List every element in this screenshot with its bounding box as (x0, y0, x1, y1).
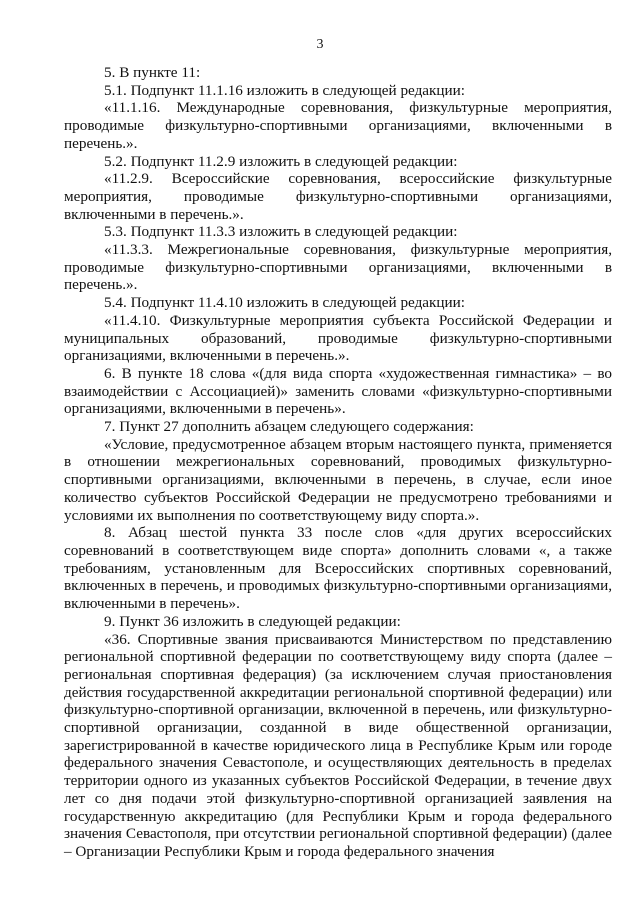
paragraph-item-6: 6. В пункте 18 слова «(для вида спорта «художественная гимнастика» – во взаимодействии с Ассоциацией)» заменить словами «физкультурно-спортивными организациями, включенными в перечень». (64, 364, 612, 418)
paragraph-item-7: 7. Пункт 27 дополнить абзацем следующего содержания: (104, 418, 474, 436)
paragraph-quote-27: «Условие, предусмотренное абзацем вторым настоящего пункта, применяется в отношении межрегиональных соревнований, проводимых физкультурно-спортивными организациями, включенными в перечень, в случае, если иное количество субъектов Российской Федерации не предусмотрено требованиями и условиями их выполнения по соответствующему виду спорта.». (64, 435, 612, 524)
paragraph-subitem-5-3: 5.3. Подпункт 11.3.3 изложить в следующей редакции: (104, 223, 458, 241)
paragraph-quote-11-4-10: «11.4.10. Физкультурные мероприятия субъекта Российской Федерации и муниципальных образований, проводимые физкультурно-спортивными организациями, включенными в перечень.». (64, 311, 612, 365)
paragraph-subitem-5-1: 5.1. Подпункт 11.1.16 изложить в следующей редакции: (104, 81, 466, 99)
paragraph-quote-11-2-9: «11.2.9. Всероссийские соревнования, всероссийские физкультурные мероприятия, проводимые физкультурно-спортивными организациями, включенными в перечень.». (64, 170, 612, 223)
paragraph-quote-11-1-16: «11.1.16. Международные соревнования, физкультурные мероприятия, проводимые физкультурно-спортивными организациями, включенными в перечень.». (64, 99, 612, 152)
page-number: 3 (316, 37, 324, 52)
paragraph-subitem-5-4: 5.4. Подпункт 11.4.10 изложить в следующей редакции: (104, 294, 466, 312)
paragraph-subitem-5-2: 5.2. Подпункт 11.2.9 изложить в следующей редакции: (104, 152, 458, 170)
paragraph-item-5: 5. В пункте 11: (104, 64, 201, 81)
paragraph-item-9: 9. Пункт 36 изложить в следующей редакции: (104, 612, 401, 630)
paragraph-quote-36: «36. Спортивные звания присваиваются Министерством по представлению региональной спортивной федерации по соответствующему виду спорта (далее – региональная спортивная федерация) (за исключением случая приостановления действия государственной аккредитации региональной спортивной федерации) или физкультурно-спортивной организации, включенной в перечень, или физкультурно-спортивной организации, созданной в виде общественной организации, зарегистрированной в качестве юридического лица в Республике Крым или городе федерального значения Севастополе, и осуществляющих деятельность в пределах территории одного из указанных субъектов Российской Федерации, в течение двух лет со дня подачи этой физкультурно-спортивной организацией заявления на государственную аккредитацию (для Республики Крым и города федерального значения Севастополя, при отсутствии региональной спортивной федерации) (далее – Организации Республики Крым и города федерального значения (64, 630, 612, 860)
paragraph-item-8: 8. Абзац шестой пункта 33 после слов «для других всероссийских соревнований в соответствующем виде спорта» дополнить словами «, а также требованиям, установленным для Всероссийских спортивных соревнований, включенных в перечень, и проводимых физкультурно-спортивными организациями, включенными в перечень». (64, 524, 612, 613)
paragraph-quote-11-3-3: «11.3.3. Межрегиональные соревнования, физкультурные мероприятия, проводимые физкультурно-спортивными организациями, включенными в перечень.». (64, 241, 612, 294)
document-body (64, 64, 612, 861)
